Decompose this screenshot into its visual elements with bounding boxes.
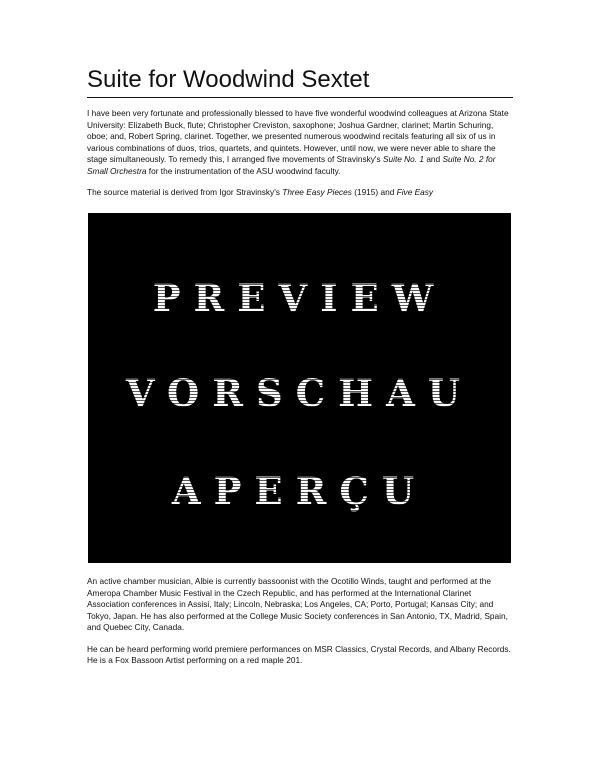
intro-work-title-2: Suite No. 2 for Small Orchestra (87, 154, 496, 176)
preview-watermark-overlay (88, 213, 511, 563)
source-paragraph (87, 187, 513, 199)
page-title: Suite for Woodwind Sextet (87, 66, 513, 98)
source-work-title-2: Five Easy (396, 187, 434, 197)
source-text-1: The source material is derived from Igor Stravinsky's (87, 187, 283, 197)
document-page (87, 66, 513, 199)
watermark-vorschau: VORSCHAU (88, 371, 511, 415)
watermark-apercu: APERÇU (88, 469, 511, 513)
intro-text-1: I have been very fortunate and professionally blessed to have five wonderful woodwind colleagues at Arizona State University: Elizabeth Buck, flute; Christopher Creviston, saxophone; Joshua Gardner, clarinet; Martin Schuring, oboe; and, Robert Spring, clarinet. Together, we presented numerous woodwind recitals featuring all six of us in various combinations of duos, trios, quartets, and quintets. However, until now, we were never able to share the stage simultaneously. To remedy this, I arranged five movements of Stravinsky's (87, 108, 509, 164)
bio-paragraph-1: An active chamber musician, Albie is currently bassoonist with the Ocotillo Winds, taught and performed at the Ameropa Chamber Music Festival in the Czech Republic, and has performed at the International Clarinet Association conferences in Assisi, Italy; Lincoln, Nebraska; Los Angeles, CA; Porto, Portugal; Kansas City; and Tokyo, Japan. He has also performed at the College Music Society conferences in San Antonio, TX, Madrid, Spain, and Quebec City, Canada. (87, 576, 508, 632)
intro-text-2: and (424, 154, 443, 164)
watermark-preview: PREVIEW (88, 276, 511, 320)
source-text-2: (1915) and (351, 187, 397, 197)
intro-work-title-1: Suite No. 1 (382, 154, 425, 164)
source-work-title-1: Three Easy Pieces (282, 187, 352, 197)
bio-paragraph-2: He can be heard performing world premiere performances on MSR Classics, Crystal Records, and Albany Records. He is a Fox Bassoon Artist performing on a red maple 201. (87, 643, 511, 665)
intro-paragraph (87, 108, 513, 177)
intro-text-3: for the instrumentation of the ASU woodwind faculty. (146, 165, 341, 176)
bio-section (87, 576, 513, 677)
